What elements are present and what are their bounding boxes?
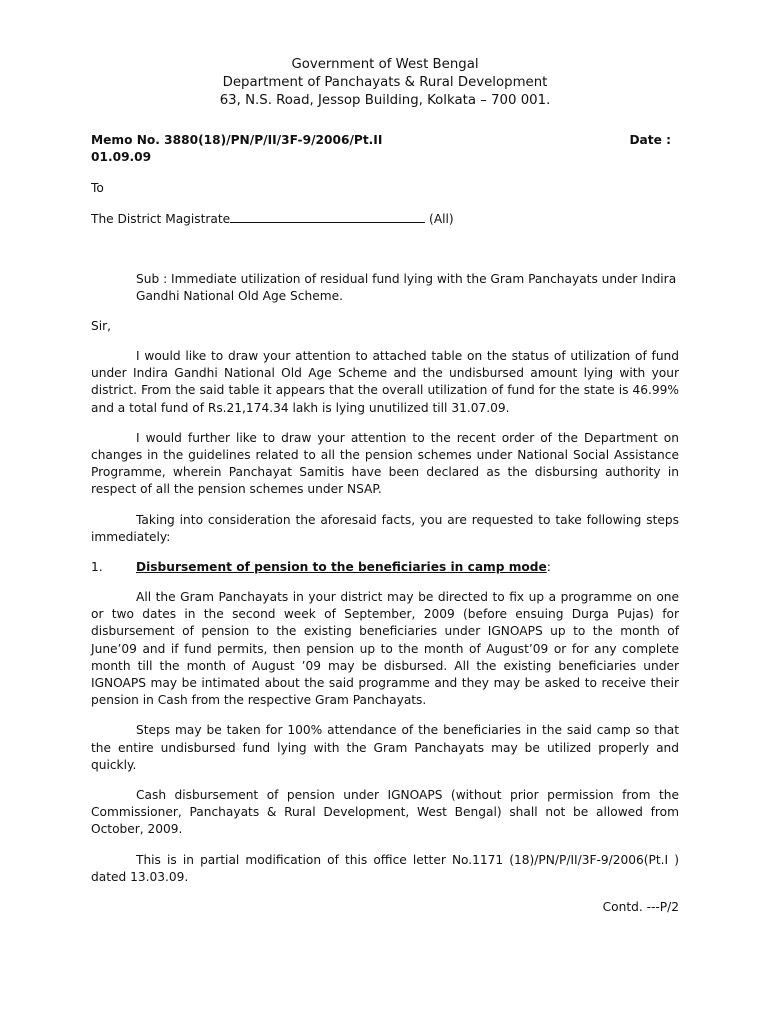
department-name: Department of Panchayats & Rural Development [222, 75, 548, 90]
point-heading [91, 559, 679, 576]
recipient-line [91, 210, 679, 228]
point-paragraph: Steps may be taken for 100% attendance of the beneficiaries in the said camp so that the entire undisbursed fund lying with the Gram Panchayats may be utilized properly and quickly. [91, 723, 679, 772]
recipient-blank-line [230, 210, 425, 223]
document-page [91, 56, 679, 916]
point-colon: : [546, 560, 551, 575]
body-paragraph: Taking into consideration the aforesaid facts, you are requested to take following steps immediately: [91, 512, 679, 544]
memo-date-value: 01.09.09 [91, 150, 152, 164]
body-paragraph: I would like to draw your attention to attached table on the status of utilization of fund under Indira Gandhi National Old Age Scheme and the undisbursed amount lying with your district. From the said table it appears that the overall utilization of fund for the state is 46.99% and a total fund of Rs.21,174.34 lakh is lying unutilized till 31.07.09. [91, 349, 679, 415]
point-paragraph: This is in partial modification of this office letter No.1171 (18)/PN/P/II/3F-9/2006(Pt.I ) dated 13.03.09. [91, 852, 679, 884]
point-paragraph: All the Gram Panchayats in your district may be directed to fix up a programme on one or two dates in the second week of September, 2009 (before ensuing Durga Pujas) for disbursement of pension to the existing beneficiaries under IGNOAPS up to the month of June’09 and if fund permits, then pension up to the month of August’09 or for any complete month till the month of August ’09 may be disbursed. All the existing beneficiaries under IGNOAPS may be intimated about the said programme and they may be asked to receive their pension in Cash from the respective Gram Panchayats. [91, 590, 679, 708]
recipient-suffix: (All) [425, 212, 454, 226]
point-paragraph: Cash disbursement of pension under IGNOAPS (without prior permission from the Commissioner, Panchayats & Rural Development, West Bengal) shall not be allowed from October, 2009. [91, 788, 679, 837]
memo-number: Memo No. 3880(18)/PN/P/II/3F-9/2006/Pt.II [91, 133, 383, 147]
government-name: Government of West Bengal [291, 57, 479, 72]
salutation: Sir, [91, 319, 112, 333]
letterhead [91, 56, 679, 110]
memo-line [91, 132, 679, 166]
office-address: 63, N.S. Road, Jessop Building, Kolkata – 700 001. [219, 93, 551, 108]
point-number: 1. [91, 560, 103, 575]
body-paragraph: I would further like to draw your attention to the recent order of the Department on changes in the guidelines related to all the pension schemes under National Social Assistance Programme, wherein Panchayat Samitis have been declared as the disbursing authority in respect of all the pension schemes under NSAP. [91, 430, 679, 497]
continued-note: Contd. ---P/2 [602, 900, 679, 915]
to-label: To [91, 181, 104, 195]
recipient-prefix: The District Magistrate [91, 212, 231, 226]
subject-line: Sub : Immediate utilization of residual fund lying with the Gram Panchayats under Indira Gandhi National Old Age Scheme. [136, 272, 677, 303]
point-title: Disbursement of pension to the beneficiaries in camp mode [136, 560, 547, 575]
memo-date-label: Date : [629, 133, 671, 147]
